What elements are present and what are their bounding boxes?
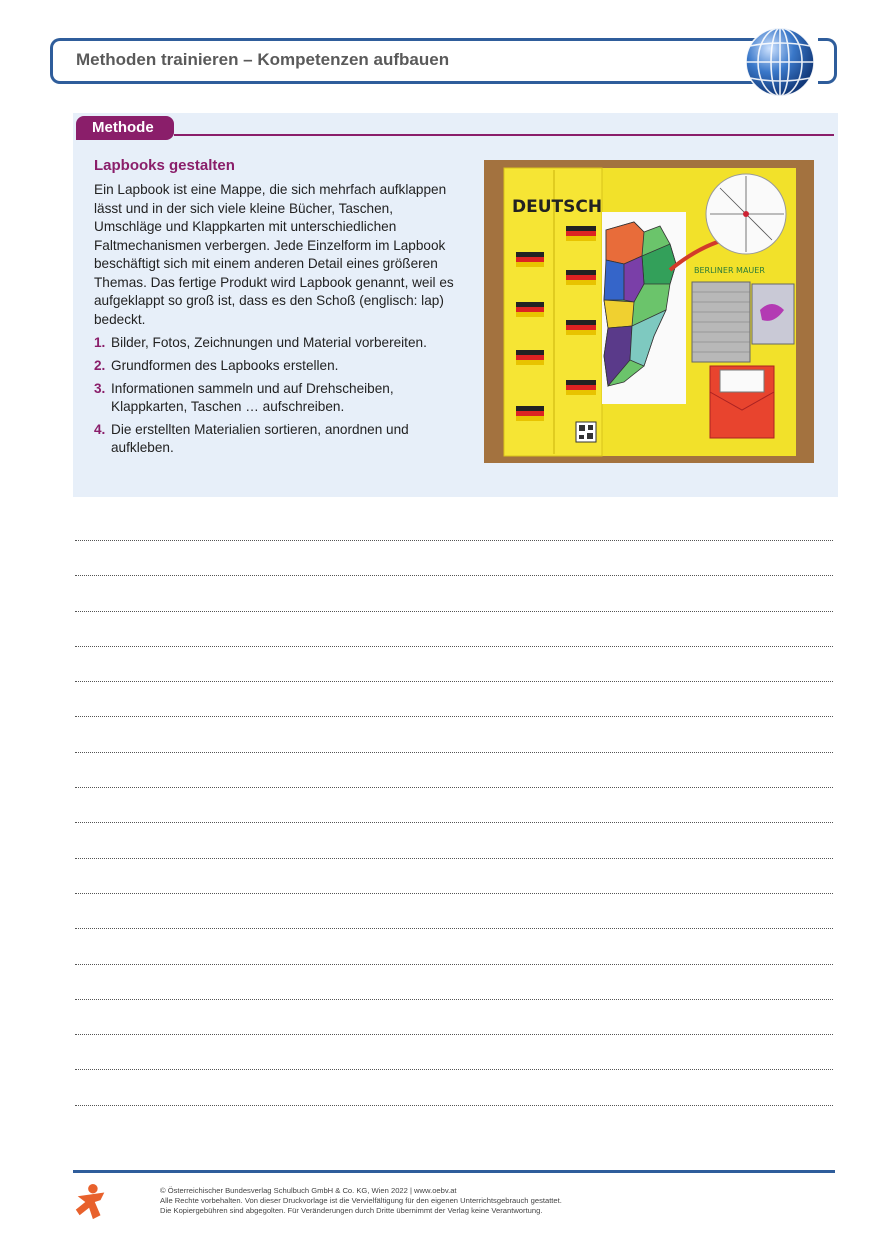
- writing-line[interactable]: [75, 928, 833, 929]
- step-text: Bilder, Fotos, Zeichnungen und Material vorbereiten.: [111, 335, 427, 350]
- publisher-logo-icon: [72, 1182, 110, 1222]
- writing-line[interactable]: [75, 1069, 833, 1070]
- step-number: 4.: [94, 422, 106, 437]
- page-title: Methoden trainieren – Kompetenzen aufbauen: [76, 50, 450, 69]
- photo-title: DEUTSCH: [512, 197, 603, 217]
- writing-line[interactable]: [75, 787, 833, 788]
- step-text: Die erstellten Materialien sortieren, anordnen und aufkleben.: [111, 422, 409, 455]
- writing-line[interactable]: [75, 681, 833, 682]
- writing-line[interactable]: [75, 858, 833, 859]
- footer-divider: [73, 1170, 835, 1173]
- steps-list: [94, 334, 459, 462]
- lapbook-photo: [484, 160, 814, 463]
- step-item: [94, 357, 459, 375]
- step-number: 1.: [94, 335, 106, 350]
- step-text: Grundformen des Lapbooks erstellen.: [111, 358, 339, 373]
- writing-line[interactable]: [75, 1105, 833, 1106]
- footer-line-2: Alle Rechte vorbehalten. Von dieser Druckvorlage ist die Vervielfältigung für den eigenen Unterrichtsgebrauch gestattet.: [160, 1196, 562, 1205]
- writing-line[interactable]: [75, 1034, 833, 1035]
- writing-line[interactable]: [75, 752, 833, 753]
- writing-line[interactable]: [75, 575, 833, 576]
- writing-line[interactable]: [75, 716, 833, 717]
- footer-line-3: Die Kopiergebühren sind abgegolten. Für Veränderungen durch Dritte übernimmt der Verlag keine Verantwortung.: [160, 1206, 543, 1215]
- writing-lines: [75, 540, 833, 1140]
- method-heading: Lapbooks gestalten: [94, 157, 235, 174]
- step-text: Informationen sammeln und auf Drehscheiben, Klappkarten, Taschen … aufschreiben.: [111, 381, 394, 414]
- step-number: 3.: [94, 381, 106, 396]
- footer-copyright: [160, 1186, 562, 1216]
- photo-label: BERLINER MAUER: [694, 266, 765, 275]
- header-frame-end: [818, 38, 837, 84]
- writing-line[interactable]: [75, 611, 833, 612]
- writing-line[interactable]: [75, 540, 833, 541]
- globe-icon: [744, 26, 816, 98]
- writing-line[interactable]: [75, 999, 833, 1000]
- step-item: [94, 334, 459, 352]
- writing-line[interactable]: [75, 964, 833, 965]
- method-tab: Methode: [76, 116, 174, 140]
- step-item: [94, 421, 459, 457]
- step-number: 2.: [94, 358, 106, 373]
- writing-line[interactable]: [75, 893, 833, 894]
- footer-line-1: © Österreichischer Bundesverlag Schulbuch GmbH & Co. KG, Wien 2022 | www.oebv.at: [160, 1186, 457, 1195]
- writing-line[interactable]: [75, 646, 833, 647]
- step-item: [94, 380, 459, 416]
- method-description: Ein Lapbook ist eine Mappe, die sich mehrfach aufklappen lässt und in der sich viele kleine Bücher, Taschen, Umschläge und Klappkarten mit unterschiedlichen Faltmechanismen verbergen. Jede Einzelform im Lapbook beschäftigt sich mit einem anderen Detail eines größeren Themas. Das fertige Produkt wird Lapbook genannt, weil es aufgeklappt so groß ist, dass es den Schoß (englisch: lap) bedeckt.: [94, 182, 454, 327]
- method-divider: [174, 134, 834, 136]
- writing-line[interactable]: [75, 822, 833, 823]
